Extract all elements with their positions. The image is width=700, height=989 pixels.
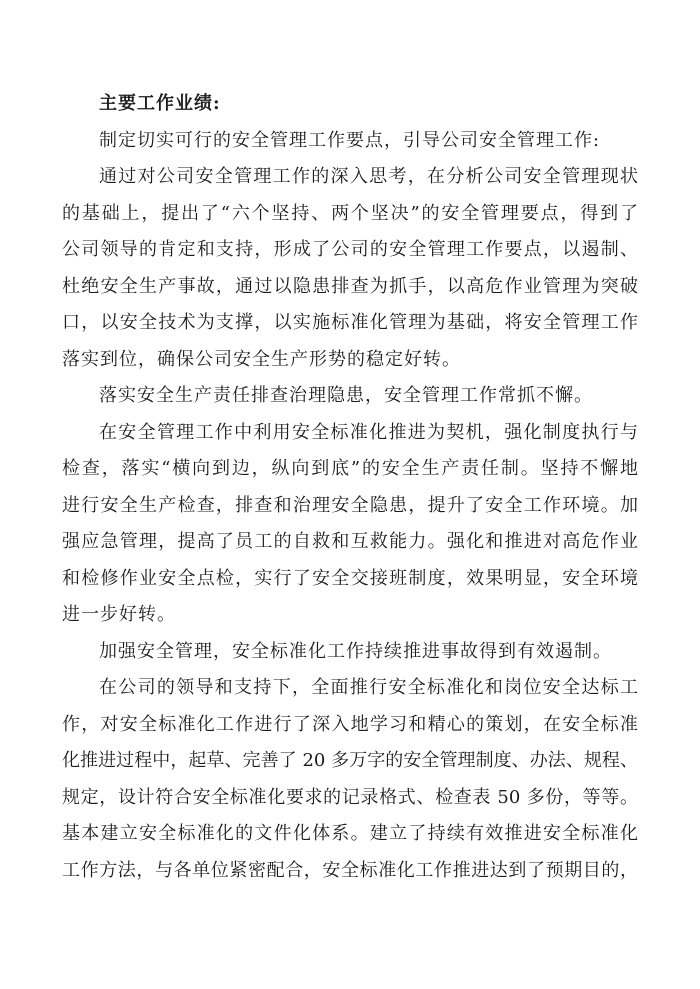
doc-line: 检查，落实“横向到边，纵向到底”的安全生产责任制。坚持不懈地	[62, 458, 638, 479]
document-body	[62, 86, 638, 889]
doc-line: 在公司的领导和支持下，全面推行安全标准化和岗位安全达标工	[99, 677, 638, 698]
doc-line: 和检修作业安全点检，实行了安全交接班制度，效果明显，安全环境	[62, 567, 638, 589]
doc-line: 进行安全生产检查，排查和治理安全隐患，提升了安全工作环境。加	[62, 494, 638, 516]
doc-line: 公司领导的肯定和支持，形成了公司的安全管理工作要点，以遏制、	[62, 239, 638, 260]
doc-line: 制定切实可行的安全管理工作要点，引导公司安全管理工作:	[99, 129, 601, 151]
doc-line: 加强安全管理，安全标准化工作持续推进事故得到有效遏制。	[99, 640, 612, 662]
doc-line: 作，对安全标准化工作进行了深入地学习和精心的策划，在安全标准	[62, 713, 638, 735]
doc-line: 基本建立安全标准化的文件化体系。建立了持续有效推进安全标准化	[62, 823, 638, 844]
doc-line: 落实到位，确保公司安全生产形势的稳定好转。	[62, 348, 461, 370]
doc-line: 通过对公司安全管理工作的深入思考，在分析公司安全管理现状	[99, 166, 638, 187]
doc-line: 的基础上，提出了“六个坚持、两个坚决”的安全管理要点，得到了	[62, 202, 638, 224]
doc-line: 工作方法，与各单位紧密配合，安全标准化工作推进达到了预期目的，	[62, 859, 638, 881]
doc-line: 落实安全生产责任排查治理隐患，安全管理工作常抓不懈。	[99, 385, 593, 406]
doc-heading: 主要工作业绩:	[99, 93, 221, 114]
doc-line: 杜绝安全生产事故，通过以隐患排查为抓手，以高危作业管理为突破	[62, 275, 638, 297]
doc-line: 进一步好转。	[62, 604, 176, 625]
doc-line: 在安全管理工作中利用安全标准化推进为契机，强化制度执行与	[99, 421, 638, 443]
doc-line: 口，以安全技术为支撑，以实施标准化管理为基础，将安全管理工作	[62, 312, 638, 333]
doc-line: 规定，设计符合安全标准化要求的记录格式、检查表 50 多份，等等。	[62, 786, 638, 808]
doc-line: 化推进过程中，起草、完善了 20 多万字的安全管理制度、办法、规程、	[62, 750, 638, 771]
doc-line: 强应急管理，提高了员工的自救和互救能力。强化和推进对高危作业	[62, 531, 638, 552]
